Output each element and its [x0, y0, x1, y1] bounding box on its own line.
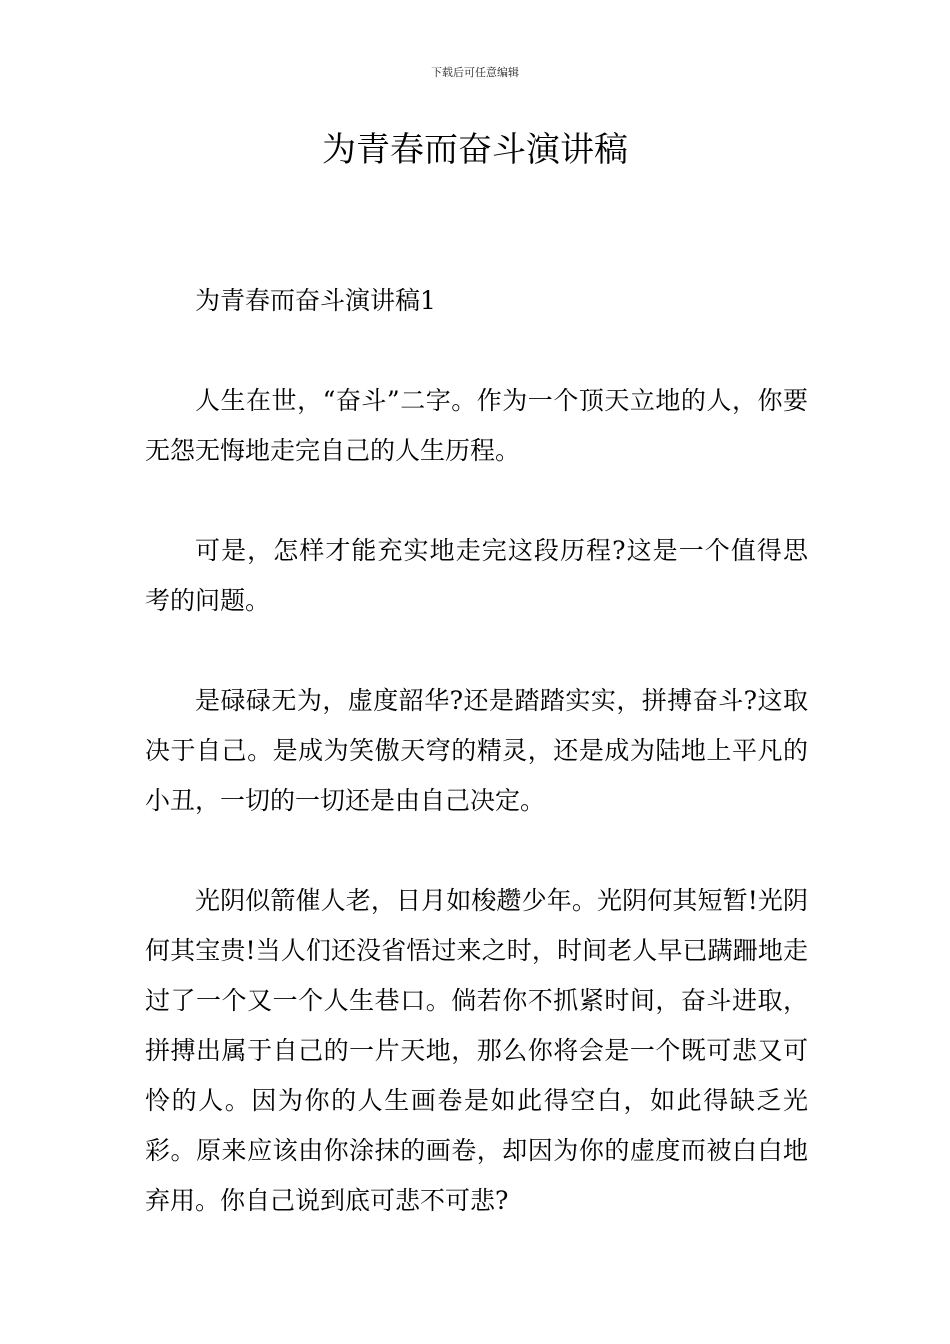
document-body: [145, 276, 808, 1276]
paragraph-4: 光阴似箭催人老，日月如梭趱少年。光阴何其短暂!光阴何其宝贵!当人们还没省悟过来之时，时间老人早已蹒跚地走过了一个又一个人生巷口。倘若你不抓紧时间，奋斗进取，拼搏出属于自己的一片天地，那么你将会是一个既可悲又可怜的人。因为你的人生画卷是如此得空白，如此得缺乏光彩。原来应该由你涂抹的画卷，却因为你的虚度而被白白地弃用。你自己说到底可悲不可悲?: [145, 886, 808, 1215]
paragraph-1: 人生在世，“奋斗”二字。作为一个顶天立地的人，你要无怨无悔地走完自己的人生历程。: [145, 386, 808, 465]
paragraph-2: 可是，怎样才能充实地走完这段历程?这是一个值得思考的问题。: [145, 536, 808, 615]
document-title: 为青春而奋斗演讲稿: [322, 130, 628, 170]
paragraph-3: 是碌碌无为，虚度韶华?还是踏踏实实，拼搏奋斗?这取决于自己。是成为笑傲天穹的精灵，还是成为陆地上平凡的小丑，一切的一切还是由自己决定。: [145, 686, 808, 815]
header-note: 下载后可任意编辑: [431, 66, 519, 79]
section-heading: 为青春而奋斗演讲稿1: [195, 286, 436, 315]
